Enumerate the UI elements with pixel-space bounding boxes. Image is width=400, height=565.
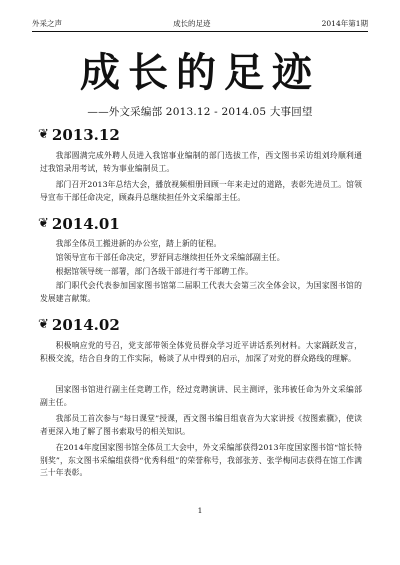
running-header <box>32 18 368 32</box>
header-center: 成长的足迹 <box>173 19 211 28</box>
section-heading-2014-01 <box>38 215 120 233</box>
paragraph: 我部员工首次参与“每日课堂”授课，西文图书编目组袁音为大家讲授《按图索骥》，使读者更深入地了解了图书索取号的相关知识。 <box>40 414 362 436</box>
ornament-icon: ❦ <box>38 127 49 142</box>
paragraph: 馆领导宣布干部任命决定，罗舒同志继续担任外文采编部副主任。 <box>55 253 285 262</box>
ornament-icon: ❦ <box>38 216 49 231</box>
page-number: 1 <box>197 506 203 515</box>
paragraph: 在2014年度国家图书馆全体员工大会中，外文采编部获得2013年度国家图书馆“馆长特别奖”，东文图书采编组获得“优秀科组”的荣誉称号，我部张芳、张学梅同志获得在馆工作满三十年表彰。 <box>40 443 362 478</box>
section-heading-2014-02 <box>38 316 120 334</box>
section-heading-text: 2014.02 <box>51 316 120 334</box>
header-right: 2014年第1期 <box>321 19 368 28</box>
paragraph: 积极响应党的号召，党支部带领全体党员群众学习近平讲话系列材料。大家踊跃发言，积极交流，结合自身的工作实际，畅谈了从中得到的启示，加深了对党的群众路线的理解。 <box>40 341 362 363</box>
paragraph: 根据馆领导统一部署，部门各级干部进行考干部聘工作。 <box>55 267 254 276</box>
paragraph: 我部全体员工搬进新的办公室，踏上新的征程。 <box>55 239 222 248</box>
header-left: 外采之声 <box>32 19 62 28</box>
paragraph: 我部圆满完成外聘人员进入我馆事业编制的部门选拔工作，西文图书采访组刘玲顺利通过我馆录用考试，转为事业编制员工。 <box>40 151 362 173</box>
section-heading-text: 2014.01 <box>51 215 120 233</box>
ornament-icon: ❦ <box>38 317 49 332</box>
paragraph: 部门召开2013年总结大会，播放视频相册回顾一年来走过的道路，表彰先进员工。馆领导宣布干部任命决定，顾森丹总继续担任外文采编部主任。 <box>40 180 362 202</box>
section-heading-text: 2013.12 <box>51 126 120 144</box>
page-subtitle: ——外文采编部 2013.12 - 2014.05 大事回望 <box>87 106 313 118</box>
paragraph: 部门职代会代表参加国家图书馆第二届职工代表大会第三次全体会议，为国家图书馆的发展建言献策。 <box>40 281 362 303</box>
section-heading-2013-12 <box>38 126 120 144</box>
page-title: 成长的足迹 <box>80 49 320 96</box>
paragraph: 国家图书馆进行副主任竞聘工作，经过竞聘演讲、民主测评，张玮被任命为外文采编部副主任。 <box>40 385 362 407</box>
